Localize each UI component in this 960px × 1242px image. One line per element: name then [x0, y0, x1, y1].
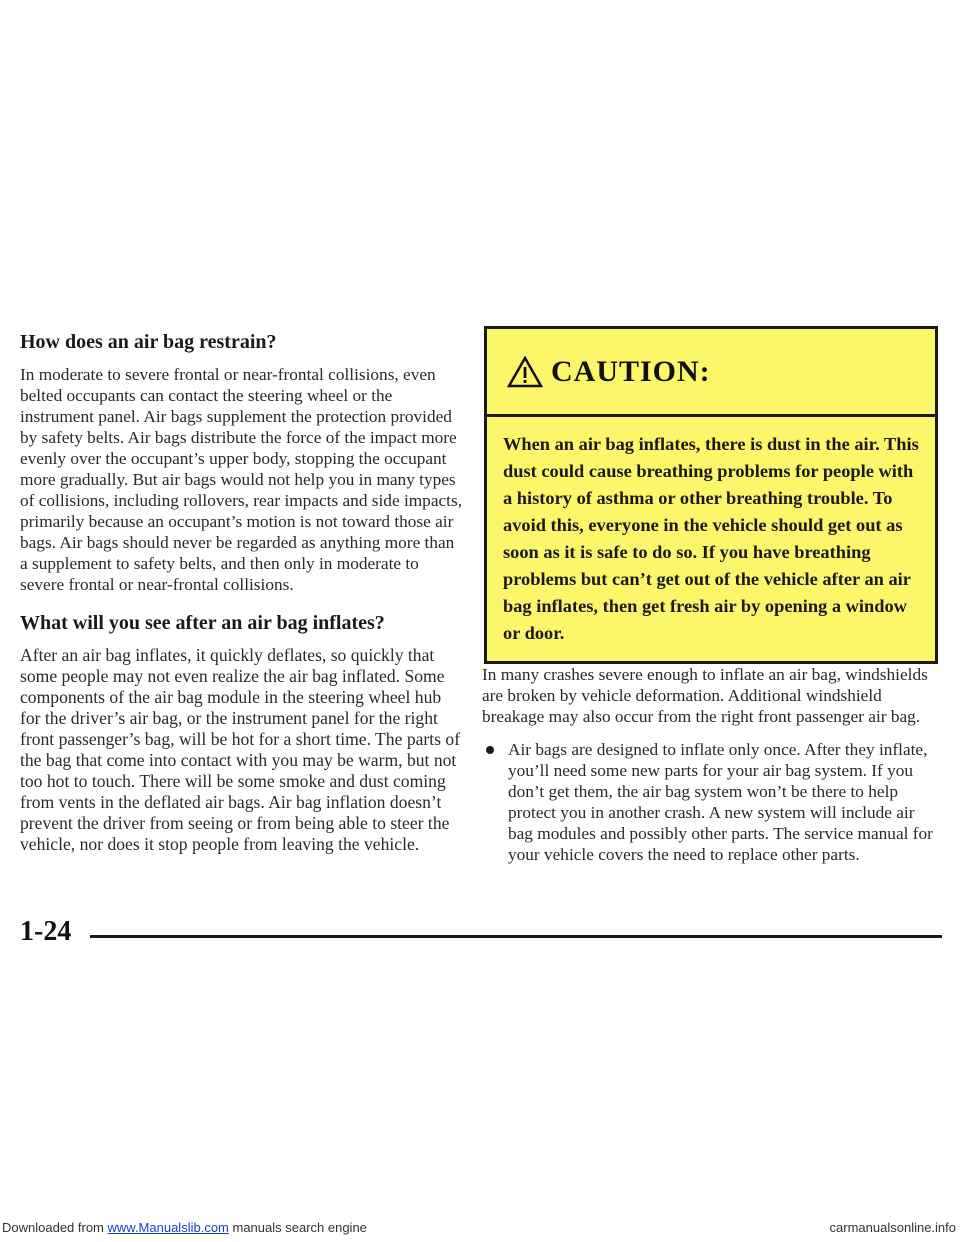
caution-text: When an air bag inflates, there is dust in the air. This dust could cause breathing problems for people with a history of asthma or other breathing trouble. To avoid this, everyone in the vehicle should get out as soon as it is safe to do so. If you have breathing problems but can’t get out of the vehicle after an air bag inflates, then get fresh air by opening a window or door.	[487, 417, 935, 661]
bullet-icon	[486, 746, 494, 754]
left-column	[20, 330, 462, 867]
caution-title: CAUTION:	[551, 354, 711, 388]
warning-triangle-icon	[507, 356, 543, 388]
caution-box	[484, 326, 938, 664]
right-column	[482, 326, 942, 865]
paragraph-after-inflates: After an air bag inflates, it quickly deflates, so quickly that some people may not even realize the air bag inflated. Some components of the air bag module in the steering wheel hub for the driver’s air bag, or the instrument panel for the right front passenger’s bag, will be hot for a short time. The parts of the bag that come into contact with you may be warm, but not too hot to touch. There will be some smoke and dust coming from vents in the deflated air bags. Air bag inflation doesn’t prevent the driver from seeing or from being able to steer the vehicle, nor does it stop people from leaving the vehicle.	[20, 645, 461, 854]
footer-divider	[90, 935, 942, 938]
banner-suffix: manuals search engine	[228, 1220, 367, 1235]
manualslib-link[interactable]: www.Manualslib.com	[107, 1220, 229, 1235]
banner-left	[2, 1220, 367, 1235]
paragraph-windshields: In many crashes severe enough to inflate an air bag, windshields are broken by vehicle deformation. Additional windshield breakage may also occur from the right front passenger air bag.	[482, 665, 928, 726]
watermark-text: carmanualsonline.info	[829, 1220, 956, 1235]
list-item	[482, 739, 942, 865]
caution-header	[487, 329, 935, 417]
paragraph-restrain: In moderate to severe frontal or near-frontal collisions, even belted occupants can contact the steering wheel or the instrument panel. Air bags supplement the protection provided by safety belts. Air bags distribute the force of the impact more evenly over the occupant’s upper body, stopping the occupant more gradually. But air bags would not help you in many types of collisions, including rollovers, rear impacts and side impacts, primarily because an occupant’s motion is not toward those air bags. Air bags should never be regarded as anything more than a supplement to safety belts, and then only in moderate to severe frontal or near-frontal collisions.	[20, 365, 463, 594]
page-footer	[20, 912, 942, 956]
heading-how-restrain: How does an air bag restrain?	[20, 331, 277, 353]
banner-prefix: Downloaded from	[2, 1220, 108, 1235]
bullet-text: Air bags are designed to inflate only once. After they inflate, you’ll need some new parts for your air bag system. If you don’t get them, the air bag system won’t be there to help protect you in another crash. A new system will include air bag modules and possibly other parts. The service manual for your vehicle covers the need to replace other parts.	[508, 740, 933, 864]
heading-after-inflates: What will you see after an air bag inflates?	[20, 612, 385, 634]
page-number: 1-24	[20, 916, 72, 947]
